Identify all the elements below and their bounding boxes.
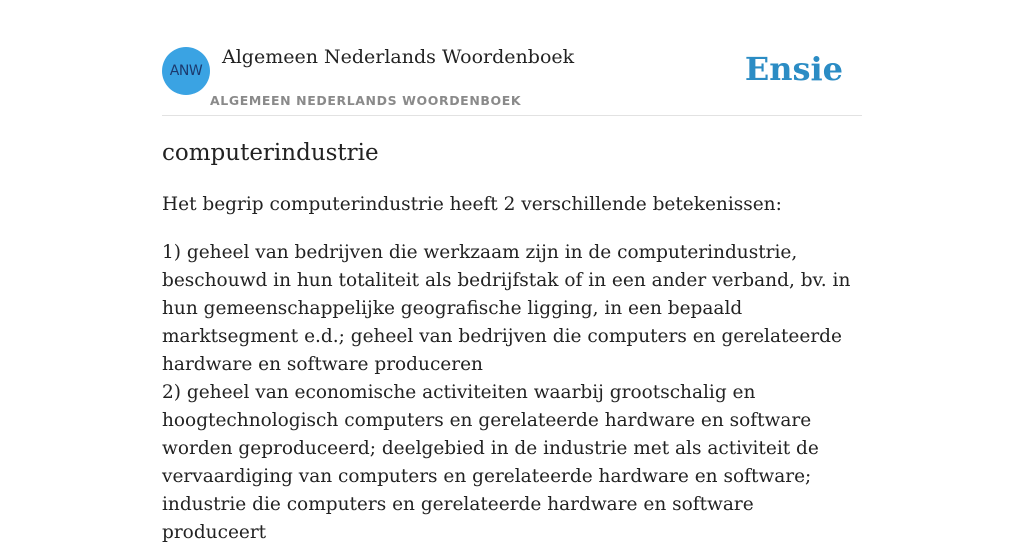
anw-logo[interactable] [162,47,210,95]
page-content [162,0,862,543]
definition-1: 1) geheel van bedrijven die werkzaam zijn in de computerindustrie, beschouwd in hun totaliteit als bedrijfstak of in een ander verband, bv. in hun gemeenschappelijke geografische ligging, in een bepaald marktsegment e.d.; geheel van bedrijven die computers en gerelateerde hardware en software produceren [162,242,851,375]
dictionary-subtitle: ALGEMEEN NEDERLANDS WOORDENBOEK [210,93,522,108]
logo-text: ANW [169,63,203,79]
ensie-logo[interactable]: Ensie [744,50,843,88]
entry-intro: Het begrip computerindustrie heeft 2 verschillende betekenissen: [162,194,782,215]
header [162,0,862,116]
entry-word: computerindustrie [162,140,379,166]
dictionary-title[interactable]: Algemeen Nederlands Woordenboek [222,46,575,68]
definition-2: 2) geheel van economische activiteiten waarbij grootschalig en hoogtechnologisch computers en gerelateerde hardware en software worden geproduceerd; deelgebied in de industrie met als activiteit de vervaardiging van computers en gerelateerde hardware en software; industrie die computers en gerelateerde hardware en software produceert [162,382,819,543]
definitions-list [162,239,862,547]
